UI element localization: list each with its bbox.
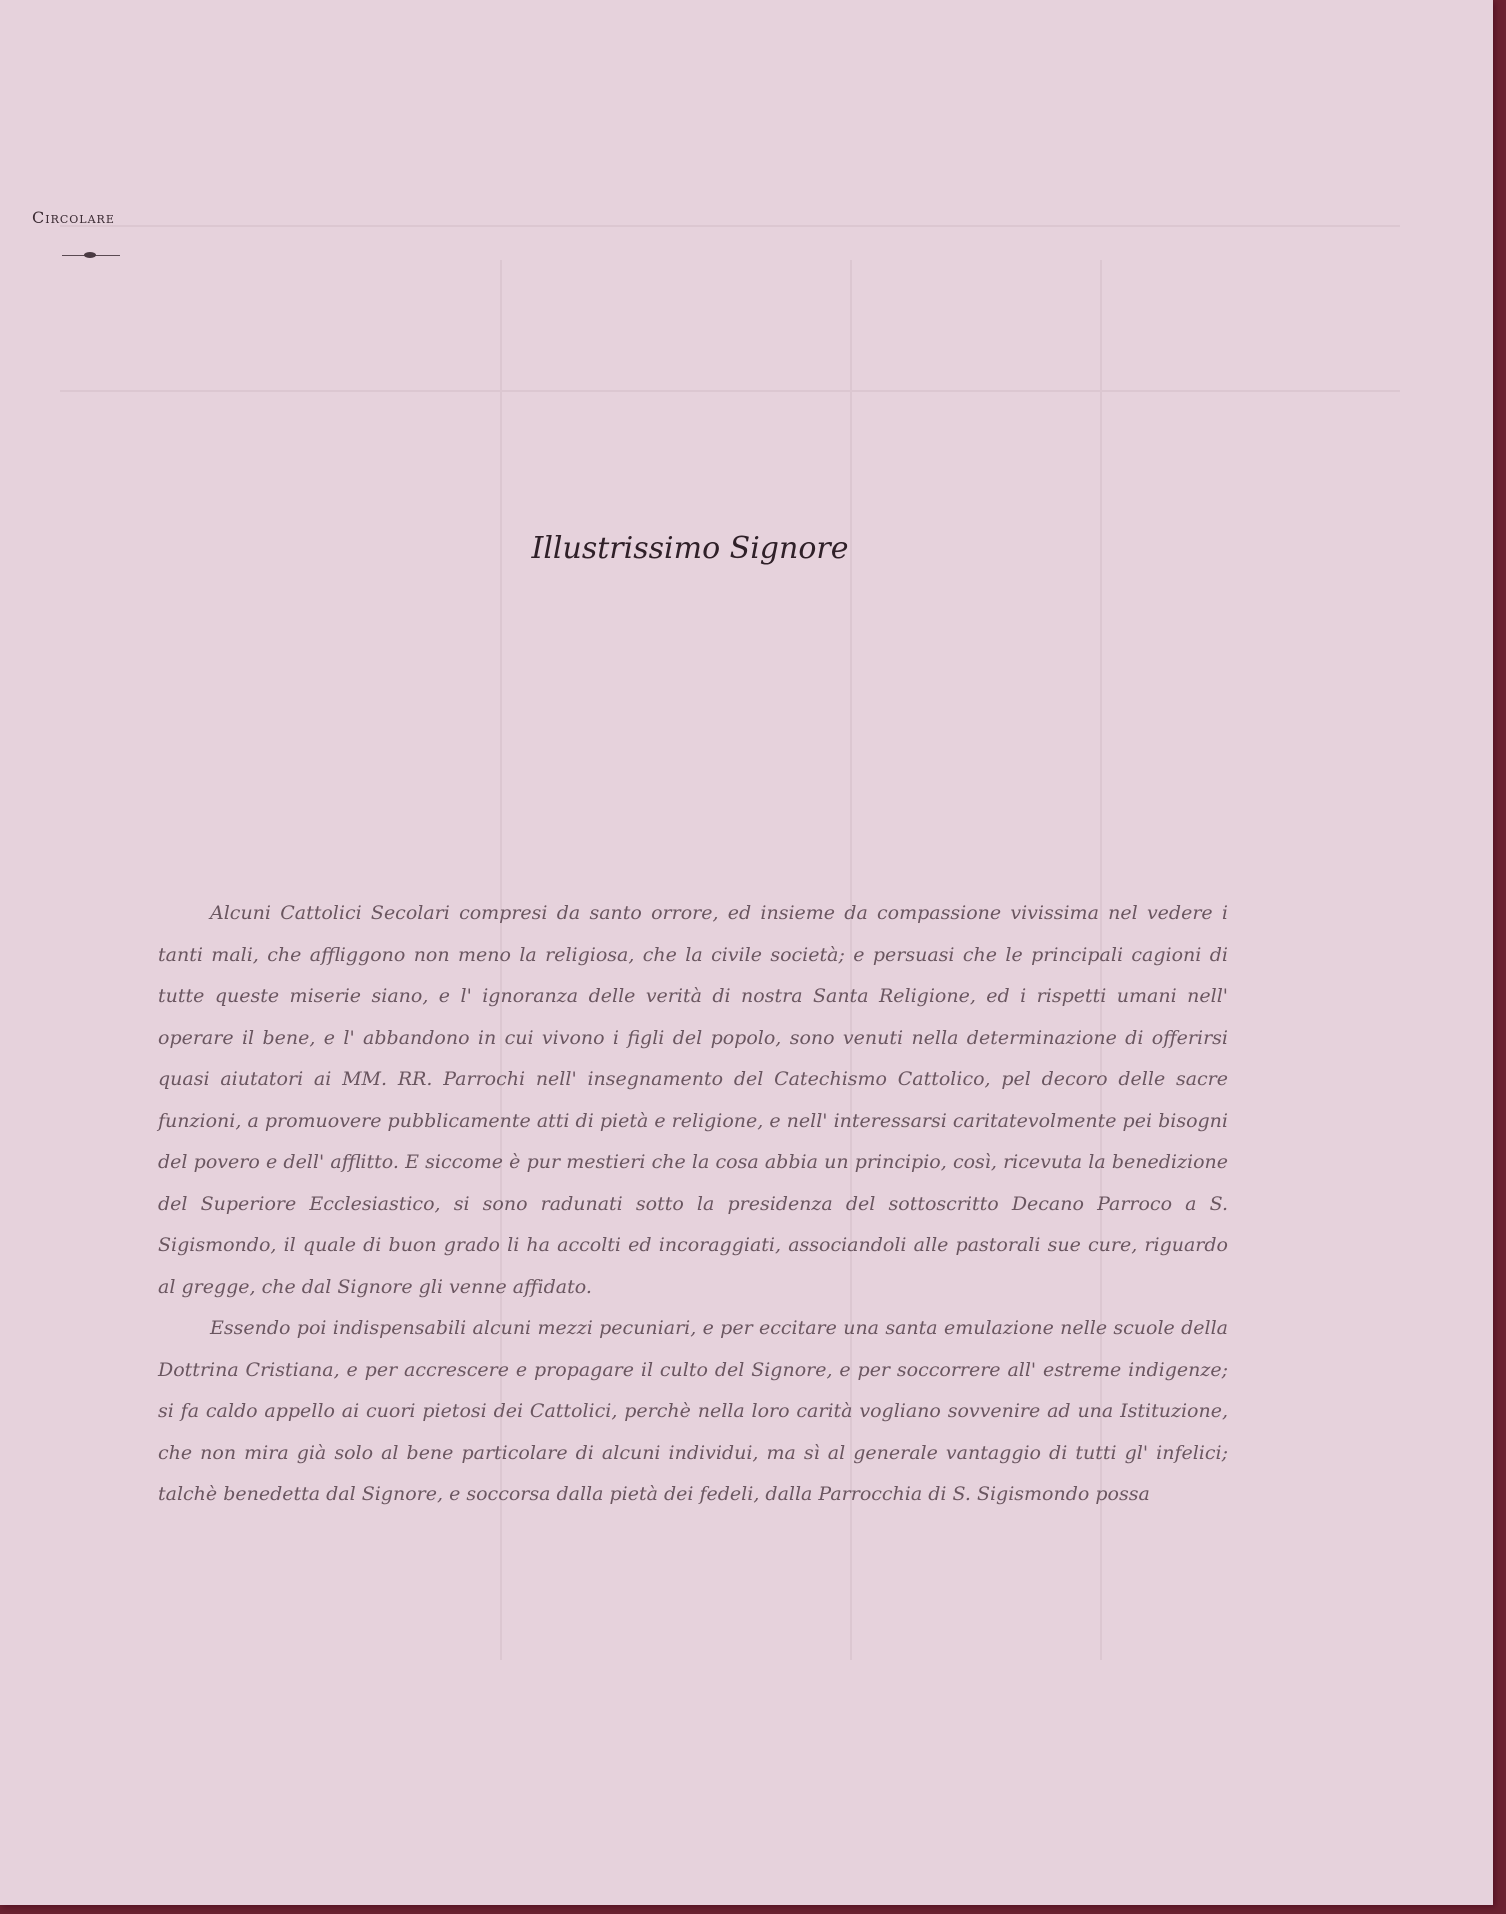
salutation: Illustrissimo Signore	[531, 531, 849, 566]
body-paragraph-1: Alcuni Cattolici Secolari compresi da santo orrore, ed insieme da compassione vivissima nel vedere i tanti mali, che affliggono non meno la religiosa, che la civile società; e persuasi che le principali cagioni di tutte queste miserie siano, e l' ignoranza delle verità di nostra Santa Religione, ed i rispetti umani nell' operare il bene, e l' abbandono in cui vivono i figli del popolo, sono venuti nella determinazione di offerirsi quasi aiutatori ai MM. RR. Parrochi nell' insegnamento del Catechismo Cattolico, pel decoro delle sacre funzioni, a promuovere pubblicamente atti di pietà e religione, e nell' interessarsi caritatevolmente pei bisogni del povero e dell' afflitto. E siccome è pur mestieri che la cosa abbia un principio, così, ricevuta la benedizione del Superiore Ecclesiastico, si sono radunati sotto la presidenza del sottoscritto Decano Parroco a S. Sigismondo, il quale di buon grado li ha accolti ed incoraggiati, associandoli alle pastorali sue cure, riguardo al gregge, che dal Signore gli venne affidato.	[158, 902, 1228, 1298]
letter-body	[158, 893, 1228, 1516]
document-label: Circolare	[32, 208, 115, 227]
show-through-ghost	[60, 100, 1400, 400]
body-paragraph-2: Essendo poi indispensabili alcuni mezzi pecuniari, e per eccitare una santa emulazione nelle scuole della Dottrina Cristiana, e per accrescere e propagare il culto del Signore, e per soccorrere all' estreme indigenze; si fa caldo appello ai cuori pietosi dei Cattolici, perchè nella loro carità vogliano sovvenire ad una Istituzione, che non mira già solo al bene particolare di alcuni individui, ma sì al generale vantaggio di tutti gl' infelici; talchè benedetta dal Signore, e soccorsa dalla pietà dei fedeli, dalla Parrocchia di S. Sigismondo possa	[158, 1317, 1228, 1505]
ornament-dot	[84, 252, 96, 258]
